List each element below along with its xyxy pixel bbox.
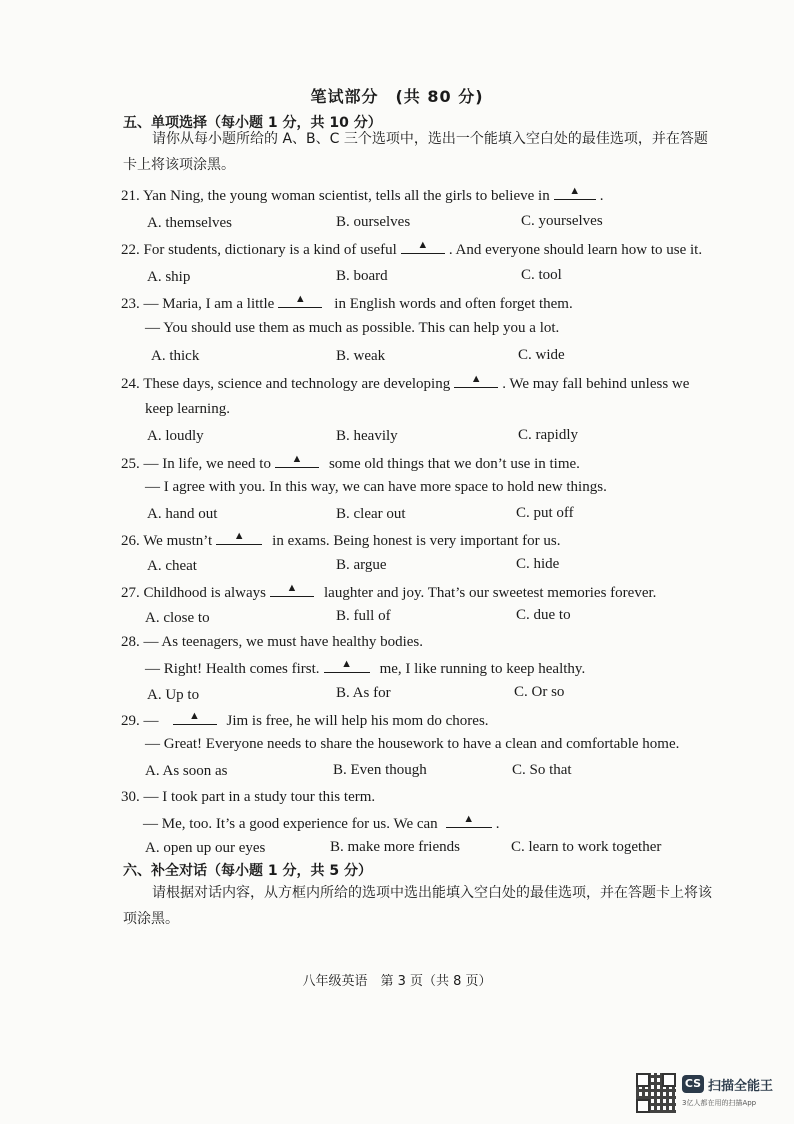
answer-blank: [216, 531, 262, 545]
option-b: B. clear out: [336, 506, 406, 522]
answer-blank: [173, 711, 217, 725]
blank-marker-icon: ▲: [417, 239, 429, 251]
question-stem: Jim is free, he will help his mom do chores.: [226, 713, 489, 729]
question-29-line-2: — Great! Everyone needs to share the housework to have a clean and comfortable home.: [145, 736, 680, 752]
option-a: A. open up our eyes: [145, 840, 266, 856]
question-stem: .: [599, 188, 604, 204]
option-a: A. thick: [151, 348, 200, 364]
option-a: A. Up to: [147, 687, 200, 703]
blank-marker-icon: ▲: [286, 582, 298, 594]
question-stem: 25. — In life, we need to: [121, 456, 271, 472]
page-footer: 八年级英语 第 3 页（共 8 页）: [302, 974, 492, 989]
question-27-line-1: [121, 583, 656, 602]
option-a: A. themselves: [147, 215, 232, 231]
option-c: C. put off: [516, 505, 574, 521]
option-b: B. weak: [336, 348, 386, 364]
question-30-line-1: 30. — I took part in a study tour this term.: [121, 789, 376, 805]
option-a: A. close to: [145, 610, 210, 626]
option-c: C. So that: [512, 762, 572, 778]
option-b: B. Even though: [333, 762, 427, 778]
question-28-line-1: 28. — As teenagers, we must have healthy bodies.: [121, 634, 424, 650]
section-5-heading: 五、单项选择（每小题 1 分，共 10 分）: [123, 115, 382, 131]
blank-marker-icon: ▲: [463, 813, 475, 825]
question-stem: — Me, too. It’s a good experience for us. We can: [143, 816, 438, 832]
question-stem: 21. Yan Ning, the young woman scientist, tells all the girls to believe in: [121, 188, 550, 204]
question-stem: 23. — Maria, I am a little: [121, 296, 275, 312]
question-stem: in exams. Being honest is very important for us.: [272, 533, 561, 549]
qr-finder-pattern: [662, 1073, 676, 1087]
option-c: C. wide: [518, 347, 565, 363]
option-a: A. cheat: [147, 558, 197, 574]
question-23-line-1: [121, 294, 573, 313]
question-stem: 22. For students, dictionary is a kind of useful: [121, 242, 397, 258]
answer-blank: [270, 583, 314, 597]
option-b: B. full of: [336, 608, 391, 624]
blank-marker-icon: ▲: [341, 658, 353, 670]
question-24-line-1: [121, 374, 689, 393]
answer-blank: [275, 454, 319, 468]
option-c: C. yourselves: [521, 213, 603, 229]
answer-blank: [446, 814, 492, 828]
option-b: B. board: [336, 268, 388, 284]
question-26-line-1: [121, 531, 560, 550]
question-stem: . And everyone should learn how to use it.: [448, 242, 703, 258]
question-stem: 29. —: [121, 713, 159, 729]
question-stem: .: [495, 816, 500, 832]
question-29-line-1: [121, 711, 489, 730]
question-24-line-2: keep learning.: [145, 401, 230, 417]
question-28-line-2: [145, 659, 585, 678]
blank-marker-icon: ▲: [470, 373, 482, 385]
answer-blank: [324, 659, 370, 673]
scanner-brand-name: 扫描全能王: [708, 1079, 774, 1094]
qr-finder-pattern: [636, 1099, 650, 1113]
camscanner-logo-icon: CS: [682, 1075, 704, 1093]
blank-marker-icon: ▲: [291, 453, 303, 465]
option-c: C. tool: [521, 267, 562, 283]
question-21-line-1: [121, 186, 603, 205]
qr-code-icon: [636, 1073, 676, 1113]
option-b: B. argue: [336, 557, 387, 573]
question-stem: some old things that we don’t use in time.: [328, 456, 580, 472]
blank-marker-icon: ▲: [294, 293, 306, 305]
question-stem: laughter and joy. That’s our sweetest memories forever.: [324, 585, 657, 601]
option-a: A. hand out: [147, 506, 218, 522]
scanner-tagline: 3亿人都在用的扫描App: [682, 1099, 757, 1107]
question-stem: . We may fall behind unless we: [502, 376, 690, 392]
question-stem: me, I like running to keep healthy.: [379, 661, 586, 677]
option-a: A. As soon as: [145, 763, 228, 779]
answer-blank: [554, 186, 596, 200]
section-6-heading: 六、补全对话（每小题 1 分，共 5 分）: [123, 863, 372, 879]
answer-blank: [401, 240, 445, 254]
answer-blank: [278, 294, 322, 308]
option-c: C. hide: [516, 556, 560, 572]
question-23-line-2: — You should use them as much as possible. This can help you a lot.: [145, 320, 560, 336]
blank-marker-icon: ▲: [569, 185, 581, 197]
question-30-line-2: [143, 814, 499, 833]
section-6-instructions: 请根据对话内容，从方框内所给的选项中选出能填入空白处的最佳选项，并在答题卡上将该项涂黑。: [123, 885, 712, 927]
section-5-instructions: 请你从每小题所给的 A、B、C 三个选项中，选出一个能填入空白处的最佳选项，并在答题卡上将该项涂黑。: [123, 131, 708, 173]
option-c: C. Or so: [514, 684, 565, 700]
answer-blank: [454, 374, 498, 388]
option-a: A. loudly: [147, 428, 204, 444]
option-b: B. As for: [336, 685, 391, 701]
question-stem: 24. These days, science and technology are developing: [121, 376, 451, 392]
option-b: B. make more friends: [330, 839, 460, 855]
blank-marker-icon: ▲: [233, 530, 245, 542]
option-b: B. heavily: [336, 428, 398, 444]
option-c: C. rapidly: [518, 427, 578, 443]
option-c: C. learn to work together: [511, 839, 662, 855]
option-c: C. due to: [516, 607, 571, 623]
question-22-line-1: [121, 240, 702, 259]
question-stem: 27. Childhood is always: [121, 585, 266, 601]
qr-finder-pattern: [636, 1073, 650, 1087]
question-25-line-2: — I agree with you. In this way, we can have more space to hold new things.: [145, 479, 607, 495]
blank-marker-icon: ▲: [189, 710, 200, 722]
question-stem: 26. We mustn’t: [121, 533, 213, 549]
question-stem: in English words and often forget them.: [334, 296, 573, 312]
question-25-line-1: [121, 454, 580, 473]
question-stem: — Right! Health comes first.: [145, 661, 320, 677]
page-title: 笔试部分 (共 80 分): [310, 87, 484, 106]
option-b: B. ourselves: [336, 214, 411, 230]
option-a: A. ship: [147, 269, 191, 285]
